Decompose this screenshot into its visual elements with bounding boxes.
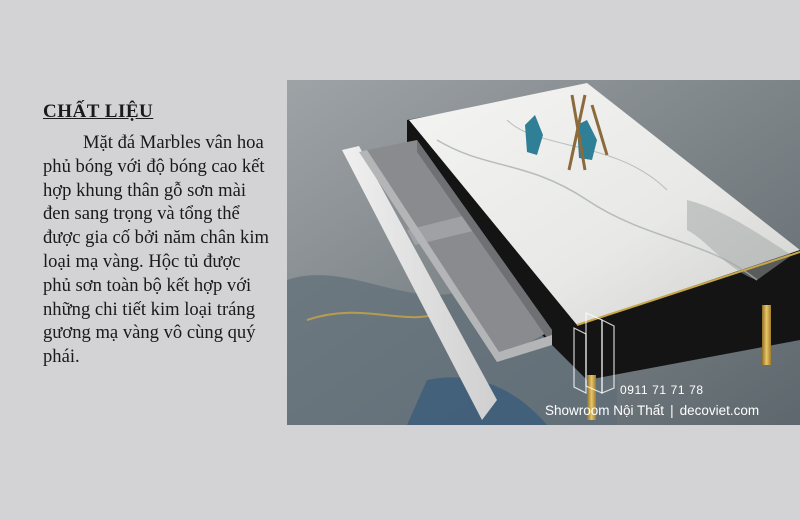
description-paragraph: Mặt đá Marbles vân hoa phủ bóng với độ bóng cao kết hợp khung thân gỗ sơn mài đen sang trọng và tổng thể được gia cố bởi năm chân kim loại mạ vàng. Hộc tủ được phủ sơn toàn bộ kết hợp với những chi tiết kim loại tráng gương mạ vàng vô cùng quý phái. [43, 132, 269, 368]
product-photo [287, 80, 800, 425]
material-description [43, 99, 273, 369]
website-label: decoviet.com [679, 403, 760, 418]
showroom-label: Showroom Nội Thất [545, 403, 665, 418]
brand-logo [566, 308, 622, 398]
section-heading: CHẤT LIỆU [43, 101, 154, 122]
showroom-watermark [545, 403, 759, 418]
separator: | [670, 403, 674, 418]
gold-leg [762, 305, 771, 365]
phone-number: 0911 71 71 78 [620, 383, 704, 397]
